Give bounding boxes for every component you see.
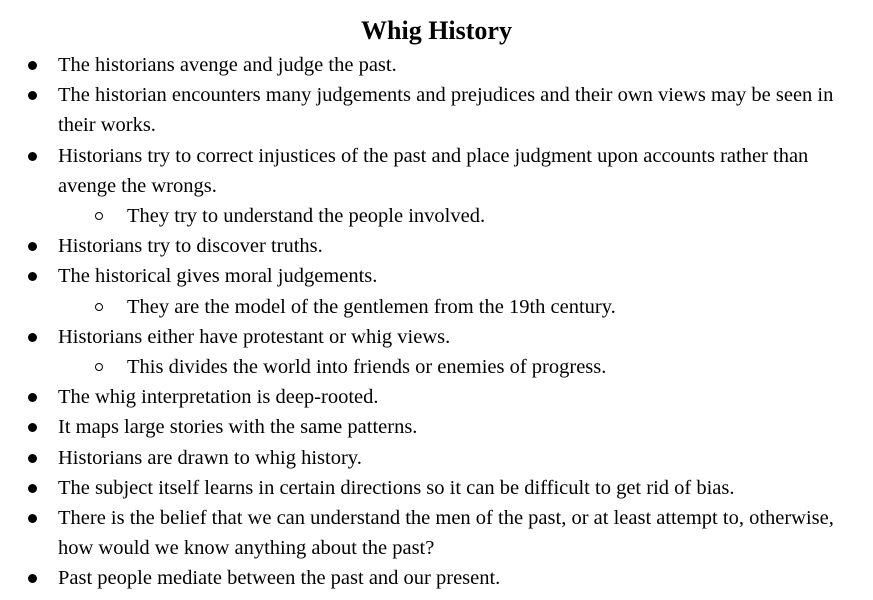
list-item [0, 382, 873, 412]
bullet-dot-icon [28, 152, 37, 161]
sub-list-item [0, 292, 861, 322]
list-item-text: Historians try to correct injustices of the past and place judgment upon accounts rather than avenge the wrongs. [58, 144, 809, 197]
list-item-text: The historian encounters many judgements and prejudices and their own views may be seen in their works. [58, 84, 834, 137]
bullet-dot-icon [28, 333, 37, 342]
bullet-dot-icon [28, 574, 37, 583]
list-item [0, 412, 873, 442]
bullet-dot-icon [28, 242, 37, 251]
sub-list-item-text: This divides the world into friends or enemies of progress. [127, 356, 607, 379]
bullet-list [0, 50, 873, 594]
list-item-text: It maps large stories with the same patterns. [58, 416, 418, 439]
list-item-text: The historians avenge and judge the past. [58, 54, 397, 76]
bullet-dot-icon [28, 423, 37, 432]
bullet-dot-icon [28, 514, 37, 523]
list-item [0, 50, 873, 80]
page-title: Whig History [361, 16, 512, 45]
list-item-text: Historians either have protestant or whig views. [58, 325, 451, 348]
bullet-dot-icon [28, 454, 37, 463]
bullet-dot-icon [28, 484, 37, 493]
sub-list-item-text: They are the model of the gentlemen from the 19th century. [127, 295, 616, 318]
list-item [0, 141, 873, 232]
bullet-dot-icon [28, 272, 37, 281]
sub-list [58, 292, 861, 322]
sub-list-item [0, 201, 861, 231]
bullet-dot-icon [28, 61, 37, 70]
list-item-text: Past people mediate between the past and our present. [58, 567, 501, 590]
list-item [0, 443, 873, 473]
sub-list-item-text: They try to understand the people involved. [127, 205, 486, 228]
list-item [0, 322, 873, 382]
hollow-bullet-icon [95, 212, 103, 220]
list-item-text: The whig interpretation is deep-rooted. [58, 386, 379, 409]
hollow-bullet-icon [95, 363, 103, 371]
bullet-dot-icon [28, 393, 37, 402]
list-item [0, 80, 873, 140]
bullet-dot-icon [28, 91, 37, 100]
list-item-text: Historians are drawn to whig history. [58, 446, 362, 469]
list-item [0, 563, 873, 593]
list-item [0, 231, 873, 261]
list-item [0, 473, 873, 503]
sub-list [58, 201, 861, 231]
sub-list [58, 352, 861, 382]
list-item-text: Historians try to discover truths. [58, 235, 323, 258]
list-item [0, 503, 873, 563]
list-item [0, 261, 873, 321]
hollow-bullet-icon [95, 303, 103, 311]
list-item-text: The historical gives moral judgements. [58, 265, 378, 288]
sub-list-item [0, 352, 861, 382]
list-item-text: The subject itself learns in certain directions so it can be difficult to get rid of bias. [58, 476, 735, 499]
list-item-text: There is the belief that we can understand the men of the past, or at least attempt to, otherwise, how would we know anything about the past? [58, 507, 834, 560]
